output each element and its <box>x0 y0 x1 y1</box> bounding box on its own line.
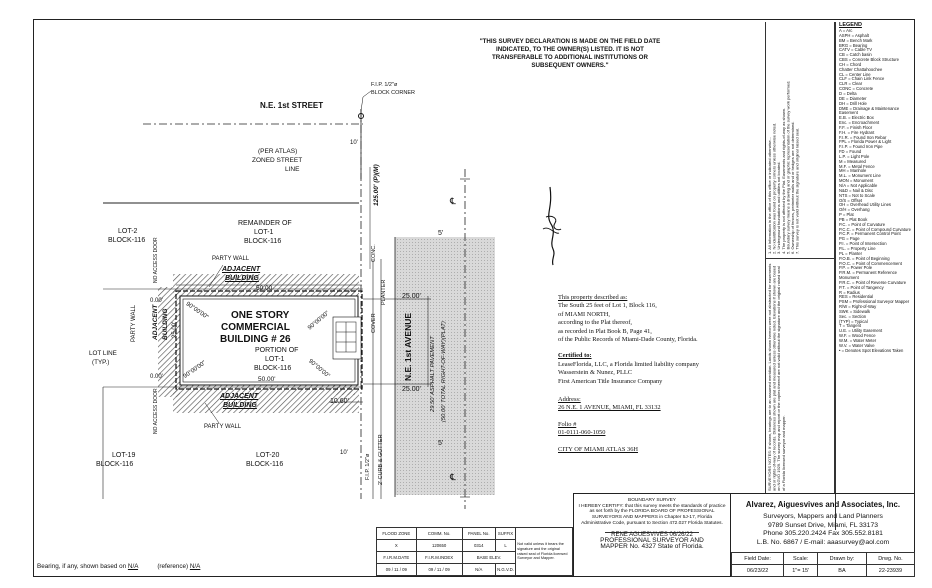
legend-item: P.R.M. = Permanent Reference Monument <box>839 270 897 281</box>
legend-item: P.P. = Power Pole <box>839 265 873 271</box>
surveyor-name: RENE AGUESVIVES 06/26/22 <box>605 532 699 539</box>
reference-value: N/A <box>189 563 201 570</box>
folio-title: Folio # <box>558 420 577 428</box>
dim-50-bottom: 50.00' <box>258 376 276 383</box>
angle-top-right: 90°00'00" <box>307 310 331 332</box>
lot19-label: LOT-19 <box>112 452 136 459</box>
dim-0-bottom-left: 0.00' <box>150 374 163 380</box>
address-value: 26 N.E. 1 AVENUE, MIAMI, FL 33132 <box>558 404 661 412</box>
desc-line-1: This property described as: <box>558 294 628 301</box>
legend-item: CLF = Chain Link Fence <box>839 76 885 82</box>
psm-line-2: MAPPER No. 4327 State of Florida. <box>600 542 704 550</box>
company-block <box>731 493 915 577</box>
legend-item: P.L. = Property Line <box>839 245 876 251</box>
cl-symbol-bottom: ℄ <box>450 472 456 482</box>
legend-item: P.O.B. = Point of Beginning <box>839 255 890 261</box>
legend-item: W.V. = Water Valve <box>839 342 875 348</box>
legend-item: MON = Monument <box>839 178 874 184</box>
dim-10-top: 10' <box>350 140 358 146</box>
party-wall-left-label: PARTY WALL <box>131 304 137 342</box>
lot2-block-label: BLOCK-116 <box>108 237 146 244</box>
adjacent-top-label: ADJACENT <box>222 266 261 273</box>
legend-item: CLR = Clear <box>839 81 863 87</box>
company-name: Alvarez, Aiguesvives and Associates, Inc. <box>745 500 901 509</box>
firm-index-header: F.I.R.M.INDEX <box>416 552 462 564</box>
curb-label: 2' CURB & GUTTER <box>378 434 384 485</box>
legend-item: FD = Found <box>839 149 862 155</box>
fip-bottom-label: F.I.P. 1/2"ø <box>365 453 371 480</box>
legend-item: P.C.C. = Point of Compound Curvature <box>839 226 911 232</box>
field-date-value: 06/23/22 <box>732 565 784 577</box>
adjacent-top-building: BUILDING <box>225 275 259 282</box>
angle-top-left: 90°00'00" <box>184 301 210 321</box>
survey-text: I HEREBY CERTIFY: that this survey meets the standards of practice as set forth by the FLORIDA BOARD OF PROFESSIONAL SURVEYORS AND MAPPERS in Chapter 5J-17, Florida Administrative Code, pursuant to Section 472.027 Florida Statutes. <box>578 503 726 526</box>
legend-item: CBS = Concrete Block Structure <box>839 57 899 63</box>
building-title-2: COMMERCIAL <box>221 322 290 333</box>
seal-note: Not valid unless it bears the signature and the original raised seal of Florida licensed Surveyor and Mapper. <box>516 528 573 576</box>
legend-item: Chatter Chattahoochee <box>839 66 883 72</box>
zoned-street-label: ZONED STREET <box>252 157 303 164</box>
legend-item: CB = Catch basin <box>839 52 872 58</box>
party-wall-top-label: PARTY WALL <box>212 256 250 262</box>
legend-item: DME = Drainage & Maintenance Easement <box>839 105 900 116</box>
legend-item: P.C. = Point of Curvature <box>839 221 886 227</box>
legend <box>835 22 914 530</box>
legend-item: W.F. = Wood Fence <box>839 333 876 339</box>
drawn-by-value: BA <box>818 565 867 577</box>
datum-value: N.G.V.D. <box>495 564 515 576</box>
dim-0-top-left: 0.00' <box>150 298 163 304</box>
legend-item: FPL = Florida Power & Light <box>839 139 892 145</box>
legend-item: O/S = Offset <box>839 197 863 203</box>
legend-item: CONC = Concrete <box>839 86 874 92</box>
legend-list <box>839 29 914 354</box>
legend-item: BM = Bench Mark <box>839 37 873 43</box>
legend-item: PB = Plat Book <box>839 216 868 222</box>
certified-2: Wasserstein & Nunez, PLLC <box>558 369 633 377</box>
no-access-bottom: NO ACCESS DOOR <box>153 388 159 434</box>
field-date-header: Field Date: <box>732 553 784 565</box>
drawing-info-table <box>731 552 915 577</box>
company-address: 9789 Sunset Drive, Miami, FL 33173 <box>767 521 879 529</box>
legal-description <box>558 294 758 454</box>
legend-item: W.M. = Water Meter <box>839 338 877 343</box>
company-lb: L.B. No. 6867 / E-mail: aaasurvey@aol.com <box>756 538 890 546</box>
bearing-label: Bearing, if any, shown based on <box>37 563 127 570</box>
firm-date-header: F.I.R.M.DATE <box>377 552 417 564</box>
legend-title: LEGEND <box>839 22 862 28</box>
reference-label: (reference) <box>157 563 189 570</box>
drwg-no-value: 22-23939 <box>866 565 914 577</box>
disclaimer: "THIS SURVEY DECLARATION IS MADE ON THE FIELD DATE INDICATED, TO THE OWNER(S) LISTED. IT IS NOT TRANSFERABLE TO ADDITIONAL INSTITUTIONS OR SUBSEQUENT OWNERS." <box>479 38 661 69</box>
legend-item: E.B. = Electric Box <box>839 115 874 121</box>
desc-line-6: of the Public Records of Miami-Dade County, Florida. <box>558 336 698 344</box>
notes-panel-bottom <box>765 258 835 494</box>
legend-item: U.E. = Utility Easement <box>839 328 883 334</box>
legend-item: P = Plat <box>839 212 854 218</box>
asphalt-label: 29.50' ASPHALT PAVEMENT <box>430 336 436 412</box>
legend-item: PSM = Professional Surveyor Mapper <box>839 299 910 305</box>
legend-item: F.F. = Finish Floor <box>839 124 873 130</box>
base-elev-value: N/A <box>462 564 495 576</box>
remainder-label-1: REMAINDER OF <box>238 220 292 227</box>
legend-item: F.I.R. = Found Iron Rebar <box>839 134 887 140</box>
bearing-value: N/A <box>127 563 139 570</box>
company-phone: Phone 305.220.2424 Fax 305.552.8181 <box>763 530 883 538</box>
remainder-label-3: BLOCK-116 <box>244 238 282 245</box>
no-access-top: NO ACCESS DOOR <box>153 237 159 283</box>
company-sub: Surveyors, Mappers and Land Planners <box>763 513 883 520</box>
lot20-block-label: BLOCK-116 <box>246 461 284 468</box>
adjacent-bottom-building: BUILDING <box>223 402 257 409</box>
building-title-3: BUILDING # 26 <box>220 334 291 345</box>
surveyor-signature <box>543 187 561 265</box>
legend-item: MH = Manhole <box>839 168 867 174</box>
legend-item: RES = Residential <box>839 294 874 300</box>
dim-5-top: 5' <box>438 230 444 237</box>
block-corner-label: BLOCK CORNER <box>371 90 416 96</box>
legend-item: DE = Diameter <box>839 95 867 101</box>
notes-text-bottom: SURVEYORS NOTES: If shown, bearings are to an assumed meridian. Lands shown hereon were not abstracted for easements and or rights-of-way of records. Distances shown are plat and measured unless otherwise noted. Elevations if shown are based on NGVD 1929. The survey map and report or the copies thereof are not valid without the signature and the original raised seal of a Florida licensed surveyor and mapper. <box>767 262 786 491</box>
scale-header: Scale: <box>784 553 818 565</box>
comm-no-value: 120650 <box>416 540 462 552</box>
legend-item: M.F. = Metal Fence <box>839 163 875 169</box>
cl-symbol-top: ℄ <box>450 196 456 206</box>
avenue-name: N.E. 1st AVENUE <box>403 312 413 381</box>
legend-item: (TYP) = Typical <box>839 318 868 324</box>
legend-item: PL = Planter <box>839 250 863 256</box>
legend-item: DH = Drill Hole <box>839 100 867 106</box>
cover-label: COVER <box>371 313 377 333</box>
certified-title: Certified to: <box>558 352 592 360</box>
legend-item: F.H. = Fire Hydrant <box>839 129 875 135</box>
flood-zone-value: X <box>377 540 417 552</box>
legend-item: R/W = Right-of-Way <box>839 304 877 310</box>
angle-bottom-right: 90°00'00" <box>307 358 331 380</box>
panel-no-header: PANEL No. <box>462 528 495 540</box>
flood-zone-header: FLOOD ZONE <box>377 528 417 540</box>
legend-item: L.P. = Light Pole <box>839 153 870 159</box>
per-atlas-label: (PER ATLAS) <box>258 148 298 155</box>
dim-1060: 10.60' <box>330 398 349 405</box>
lot2-label: LOT-2 <box>118 228 138 235</box>
comm-no-header: COMM. No. <box>416 528 462 540</box>
survey-title: BOUNDARY SURVEY <box>628 498 676 503</box>
legend-item: BRG = Bearing <box>839 42 868 48</box>
fip-top-label: F.I.P. 1/2"ø <box>371 82 398 88</box>
lot-line-label: LOT LINE <box>89 350 117 357</box>
street-name: N.E. 1st STREET <box>260 101 324 110</box>
legend-item: F.I.P. = Found Iron Pipe <box>839 144 883 150</box>
legend-item: N&D = Nail & Disc <box>839 187 874 193</box>
total-row-label: (50.00' TOTAL RIGHT-OF-WAY)(PLAT) <box>441 321 447 422</box>
cover-box <box>333 317 361 359</box>
dim-25-left: 25.00' <box>172 321 178 338</box>
legend-item: Enc. = Encroachment <box>839 120 880 126</box>
atlas-value: CITY OF MIAMI ATLAS 36H <box>558 445 639 453</box>
folio-value: 01-0111-060-1050 <box>558 429 606 437</box>
drawn-by-header: Drawn by: <box>818 553 867 565</box>
legend-item: P.T. = Point of Tangency <box>839 284 884 290</box>
adjacent-left-building: BUILDING <box>162 308 169 340</box>
planter-label: PLANTER <box>381 279 387 305</box>
notes-panel-top <box>765 22 835 258</box>
firm-date-value: 09 / 11 / 09 <box>377 564 417 576</box>
bearing-note <box>37 563 200 570</box>
dim-25-right-bottom: 25.00' <box>402 386 421 393</box>
legend-item: P.C.P. = Permanent Control Point <box>839 231 901 237</box>
portion-label-2: LOT-1 <box>265 356 285 363</box>
legend-item: T = Tangent <box>839 323 862 329</box>
legend-item: M.L. = Monument Line <box>839 173 881 179</box>
legend-item: N/A = Not Applicable <box>839 183 878 188</box>
legend-item: O/H = Overhang <box>839 207 870 213</box>
lot19-block-label: BLOCK-116 <box>96 461 134 468</box>
flood-info-table <box>376 527 573 576</box>
legend-item: P.I. = Point of Intersection <box>839 241 887 247</box>
portion-label-3: BLOCK-116 <box>254 365 292 372</box>
legend-item: PG = Page <box>839 236 860 242</box>
conc-label: CONC. <box>371 244 377 262</box>
legend-item: M = Measured <box>839 158 866 164</box>
dim-10-bottom: 10' <box>340 450 348 456</box>
legend-item: • = Denotes Spot Elevations Taken <box>839 347 904 353</box>
drwg-no-header: Drwg. No. <box>866 553 914 565</box>
portion-label-1: PORTION OF <box>255 347 299 354</box>
survey-certification <box>573 493 731 577</box>
legend-item: A = Arc <box>839 28 853 33</box>
scale-value: 1"= 15' <box>784 565 818 577</box>
site-plan <box>33 19 573 519</box>
notes-text-top: 1. All Information in the office of this office or indicated otherwise... 2. No identification was found on property corners unless otherwise noted. 3. Underground foundations and utilities not located. 4. The property is not affected by the Plat. Easements and rights-of-way as shown. 5. Boundary survey means a drawing and or graphic representation of the survey work performed. 6. Ownership of fences, perimeter walls and or hedges are not determined. 7. This survey is not valid without the signature and original raised seal. <box>767 80 800 254</box>
legend-item: D = Delta <box>839 90 857 96</box>
legend-item: P.R.C. = Point of Reverse Curvature <box>839 279 907 285</box>
legend-item: CH = Chord <box>839 61 862 67</box>
psm-line-1: PROFESSIONAL SURVEYOR AND <box>600 537 704 545</box>
building-title-1: ONE STORY <box>231 310 290 321</box>
dim-5-bottom: 5' <box>438 440 444 447</box>
lot20-label: LOT-20 <box>256 452 280 459</box>
legend-item: SWK = Sidewalk <box>839 308 871 314</box>
angle-bottom-left: 90°00'00" <box>182 360 208 380</box>
suffix-header: SUFFIX <box>495 528 515 540</box>
adjacent-left-label: ADJACENT <box>152 304 159 340</box>
dim-50-top: 50.00 <box>256 285 273 292</box>
legend-item: R = Radius <box>839 289 860 295</box>
certified-3: First American Title Insurance Company <box>558 377 663 385</box>
legend-item: P.O.C. = Point of Commencement <box>839 260 902 266</box>
line-label: LINE <box>285 166 300 173</box>
lot-line-typ: (TYP.) <box>92 359 110 366</box>
dim-25-right-top: 25.00' <box>402 293 421 300</box>
legend-item: Sec. = Section <box>839 313 867 319</box>
desc-line-5: as recorded in Plat Book B, Page 41, <box>558 327 652 335</box>
adjacent-bottom-label: ADJACENT <box>220 393 259 400</box>
party-wall-bottom-label: PARTY WALL <box>204 424 242 430</box>
firm-index-value: 09 / 11 / 09 <box>416 564 462 576</box>
legend-item: CATV = Cable TV <box>839 47 873 53</box>
desc-line-4: according to the Plat thereof, <box>558 319 632 327</box>
panel-no-value: 0314 <box>462 540 495 552</box>
dim-125: 125.00' (P)(M) <box>373 164 380 206</box>
suffix-value: L <box>495 540 515 552</box>
certified-1: LeaseFlorida, LLC, a Florida limited liability company <box>558 360 699 368</box>
base-elev-header: BASE ELEV. <box>462 552 516 564</box>
desc-line-3: of MIAMI NORTH, <box>558 310 610 318</box>
desc-line-2: The South 25 feet of Lot 1, Block 116, <box>558 302 657 310</box>
legend-item: OH = Overhead Utility Lines <box>839 202 892 208</box>
address-title: Address: <box>558 396 581 404</box>
legend-item: NTS = Not to Scale <box>839 192 875 198</box>
legend-item: CL = Center Line <box>839 71 871 77</box>
legend-item: ASPH = Asphalt <box>839 32 869 38</box>
remainder-label-2: LOT-1 <box>254 229 274 236</box>
